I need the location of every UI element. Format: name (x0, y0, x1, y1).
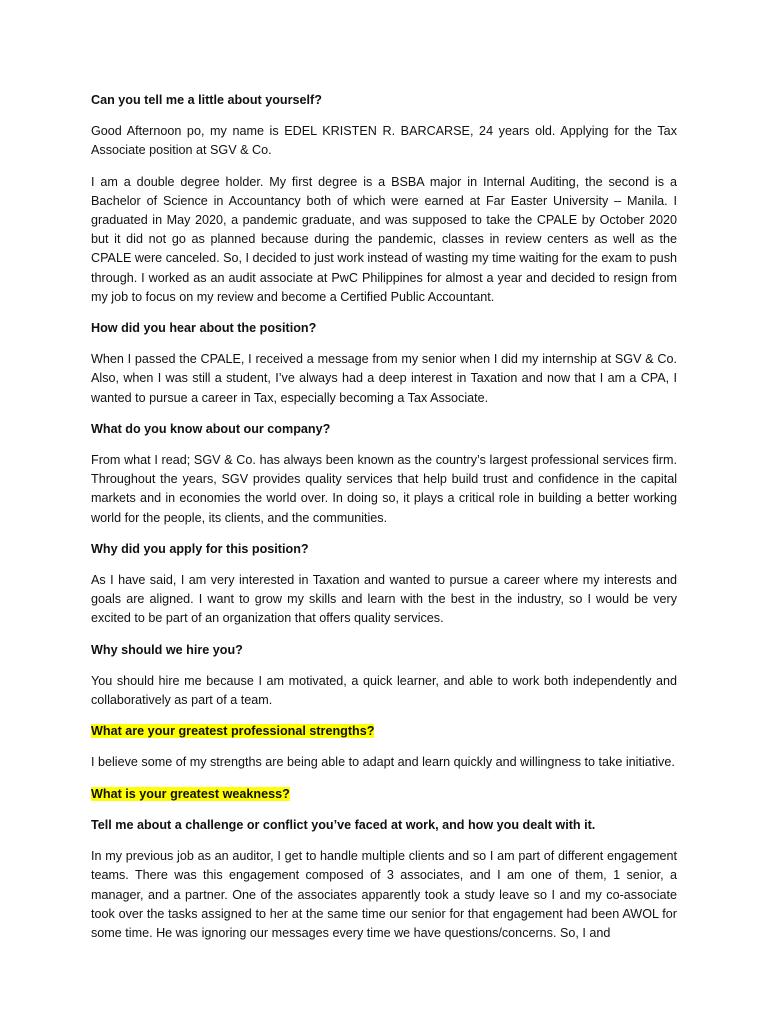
question-heading: Why should we hire you? (91, 642, 243, 657)
answer-paragraph: As I have said, I am very interested in Taxation and wanted to pursue a career where my interests and goals are aligned. I want to grow my skills and learn with the best in the industry, so I would be very excited to be part of an organization that offers quality services. (91, 573, 677, 626)
highlighted-question-text: What is your greatest weakness? (91, 786, 290, 801)
question-heading: How did you hear about the position? (91, 321, 317, 336)
highlighted-question-text: What are your greatest professional strengths? (91, 724, 375, 739)
question-heading: Tell me about a challenge or conflict you’ve faced at work, and how you dealt with it. (91, 817, 596, 832)
answer-paragraph: I am a double degree holder. My first degree is a BSBA major in Internal Auditing, the second is a Bachelor of Science in Accountancy both of which were earned at Far Easter University – Manila. I graduated in May 2020, a pandemic graduate, and was supposed to take the CPALE by October 2020 but it did not go as planned because during the pandemic, classes in review centers as well as the CPALE were canceled. So, I decided to just work instead of wasting my time waiting for the exam to push through. I worked as an audit associate at PwC Philippines for almost a year and decided to resign from my job to focus on my review and become a Certified Public Accountant. (91, 174, 677, 304)
answer-paragraph: When I passed the CPALE, I received a message from my senior when I did my internship at SGV & Co. Also, when I was still a student, I’ve always had a deep interest in Taxation and now that I am a CPA, I wanted to pursue a career in Tax, especially becoming a Tax Associate. (91, 352, 677, 405)
question-heading: What do you know about our company? (91, 421, 331, 436)
question-heading (91, 722, 677, 741)
answer-paragraph: In my previous job as an auditor, I get to handle multiple clients and so I am part of different engagement teams. There was this engagement composed of 3 associates, and I am one of them, 1 senior, a manager, and a partner. One of the associates apparently took a study leave so I and my co-associate took over the tasks assigned to her at the same time our senior for that engagement had been AWOL for some time. He was ignoring our messages every time we have questions/concerns. So, I and (91, 849, 677, 940)
answer-paragraph: You should hire me because I am motivated, a quick learner, and able to work both independently and collaboratively as part of a team. (91, 673, 677, 708)
question-heading: Why did you apply for this position? (91, 541, 309, 556)
answer-paragraph: From what I read; SGV & Co. has always been known as the country’s largest professional services firm. Throughout the years, SGV provides quality services that help build trust and confidence in the capital markets and in economies the world over. In doing so, it plays a critical role in building a better working world for the people, its clients, and the communities. (91, 453, 677, 525)
question-heading: Can you tell me a little about yourself? (91, 93, 322, 107)
question-heading (91, 785, 677, 804)
answer-paragraph: Good Afternoon po, my name is EDEL KRISTEN R. BARCARSE, 24 years old. Applying for the Tax Associate position at SGV & Co. (91, 124, 677, 158)
answer-paragraph: I believe some of my strengths are being able to adapt and learn quickly and willingness to take initiative. (91, 755, 675, 770)
document-body (91, 91, 677, 955)
